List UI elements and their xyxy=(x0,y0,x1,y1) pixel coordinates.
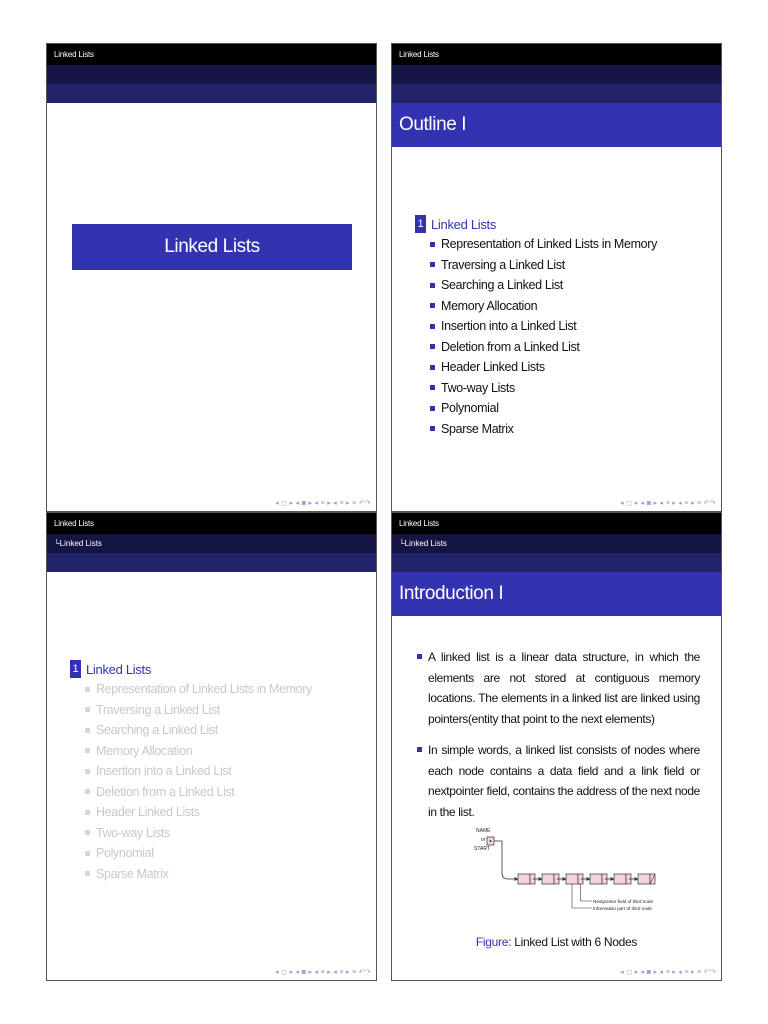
square-bullet-icon xyxy=(417,747,422,752)
subsection-item[interactable]: Polynomial xyxy=(85,843,312,864)
subsection-item[interactable]: Sparse Matrix xyxy=(85,864,312,885)
figure-caption-text: Linked List with 6 Nodes xyxy=(514,935,638,949)
subsection-item[interactable]: Polynomial xyxy=(430,398,657,419)
square-bullet-icon xyxy=(430,385,435,390)
square-bullet-icon xyxy=(85,789,90,794)
node xyxy=(518,874,530,884)
slide-subheader-bar xyxy=(392,65,721,84)
subsection-item[interactable]: Insertion into a Linked List xyxy=(85,761,312,782)
subsection-list xyxy=(415,234,657,439)
section-number: 1 xyxy=(70,660,81,678)
slide-title xyxy=(46,43,377,512)
slide-subheader: └Linked Lists xyxy=(392,534,721,553)
node xyxy=(542,874,554,884)
square-bullet-icon xyxy=(430,406,435,411)
subsection-item[interactable]: Header Linked Lists xyxy=(85,802,312,823)
square-bullet-icon xyxy=(85,851,90,856)
navigation-controls[interactable]: ◂ ◻ ▸ ◂ ◙ ▸ ◂ ≡ ▸ ◂ ≡ ▸ ≡ ↶↷ xyxy=(620,969,716,976)
slide-introduction xyxy=(391,512,722,981)
square-bullet-icon xyxy=(430,324,435,329)
square-bullet-icon xyxy=(85,707,90,712)
node xyxy=(590,874,602,884)
subsection-item[interactable]: Two-way Lists xyxy=(430,378,657,399)
subsection-item[interactable]: Representation of Linked Lists in Memory xyxy=(85,679,312,700)
slide-header: Linked Lists xyxy=(392,44,721,65)
square-bullet-icon xyxy=(85,810,90,815)
outline-section[interactable] xyxy=(415,214,657,234)
slide-header-band xyxy=(392,553,721,572)
slide-subheader: └Linked Lists xyxy=(47,534,376,553)
subsection-item[interactable]: Searching a Linked List xyxy=(85,720,312,741)
subsection-item[interactable]: Memory Allocation xyxy=(430,296,657,317)
frame-title: Introduction I xyxy=(392,572,721,616)
navigation-controls[interactable]: ◂ ◻ ▸ ◂ ◙ ▸ ◂ ≡ ▸ ◂ ≡ ▸ ≡ ↶↷ xyxy=(620,500,716,507)
square-bullet-icon xyxy=(430,283,435,288)
square-bullet-icon xyxy=(430,426,435,431)
subsection-item[interactable]: Header Linked Lists xyxy=(430,357,657,378)
navigation-controls[interactable]: ◂ ◻ ▸ ◂ ◙ ▸ ◂ ≡ ▸ ◂ ≡ ▸ ≡ ↶↷ xyxy=(275,969,371,976)
square-bullet-icon xyxy=(430,344,435,349)
start-label: START xyxy=(474,846,490,852)
bullet-item: A linked list is a linear data structure, in which the elements are not stored at contiguous memory locations. The elements in a linked list are linked using pointers(entity that point to the next elements) xyxy=(428,647,700,729)
square-bullet-icon xyxy=(85,830,90,835)
subsection-item[interactable]: Traversing a Linked List xyxy=(85,700,312,721)
subsection-item[interactable]: Deletion from a Linked List xyxy=(430,337,657,358)
navigation-controls[interactable]: ◂ ◻ ▸ ◂ ◙ ▸ ◂ ≡ ▸ ◂ ≡ ▸ ≡ ↶↷ xyxy=(275,500,371,507)
slide-header-band xyxy=(47,553,376,572)
subsection-item[interactable]: Memory Allocation xyxy=(85,741,312,762)
outline-section[interactable] xyxy=(70,659,312,679)
slide-header: Linked Lists xyxy=(47,513,376,534)
frame-title: Outline I xyxy=(392,103,721,147)
figure-label: Figure: xyxy=(475,935,512,949)
subsection-list xyxy=(70,679,312,884)
slide-header-band xyxy=(47,84,376,103)
subsection-item[interactable]: Searching a Linked List xyxy=(430,275,657,296)
start-label: NAME xyxy=(476,828,491,834)
start-label: or xyxy=(481,837,486,843)
square-bullet-icon xyxy=(417,654,422,659)
annotation-information: Information part of third node xyxy=(593,906,652,911)
square-bullet-icon xyxy=(85,687,90,692)
square-bullet-icon xyxy=(430,365,435,370)
annotation-nextpointer: Nextpointer field of third node xyxy=(593,899,654,904)
node xyxy=(614,874,626,884)
section-number: 1 xyxy=(415,215,426,233)
subsection-item[interactable]: Traversing a Linked List xyxy=(430,255,657,276)
slide-header-band xyxy=(392,84,721,103)
section-label: Linked Lists xyxy=(431,216,497,232)
slide-section-outline xyxy=(46,512,377,981)
subsection-item[interactable]: Representation of Linked Lists in Memory xyxy=(430,234,657,255)
square-bullet-icon xyxy=(85,728,90,733)
square-bullet-icon xyxy=(85,748,90,753)
outline-list xyxy=(415,214,657,439)
square-bullet-icon xyxy=(430,262,435,267)
node xyxy=(566,874,578,884)
slide-subheader-bar xyxy=(47,65,376,84)
linked-list-figure xyxy=(470,821,670,921)
node xyxy=(638,874,650,884)
slide-header: Linked Lists xyxy=(47,44,376,65)
subsection-item[interactable]: Deletion from a Linked List xyxy=(85,782,312,803)
section-label: Linked Lists xyxy=(86,661,152,677)
subsection-item[interactable]: Insertion into a Linked List xyxy=(430,316,657,337)
square-bullet-icon xyxy=(85,769,90,774)
outline-list xyxy=(70,659,312,884)
slide-header: Linked Lists xyxy=(392,513,721,534)
subsection-item[interactable]: Sparse Matrix xyxy=(430,419,657,440)
square-bullet-icon xyxy=(85,871,90,876)
figure-caption xyxy=(392,935,721,949)
slide-outline xyxy=(391,43,722,512)
square-bullet-icon xyxy=(430,303,435,308)
bullet-item: In simple words, a linked list consists of nodes where each node contains a data field and a link field or nextpointer field, contains the address of the next node in the list. xyxy=(428,740,700,822)
presentation-title: Linked Lists xyxy=(72,224,352,270)
square-bullet-icon xyxy=(430,242,435,247)
subsection-item[interactable]: Two-way Lists xyxy=(85,823,312,844)
